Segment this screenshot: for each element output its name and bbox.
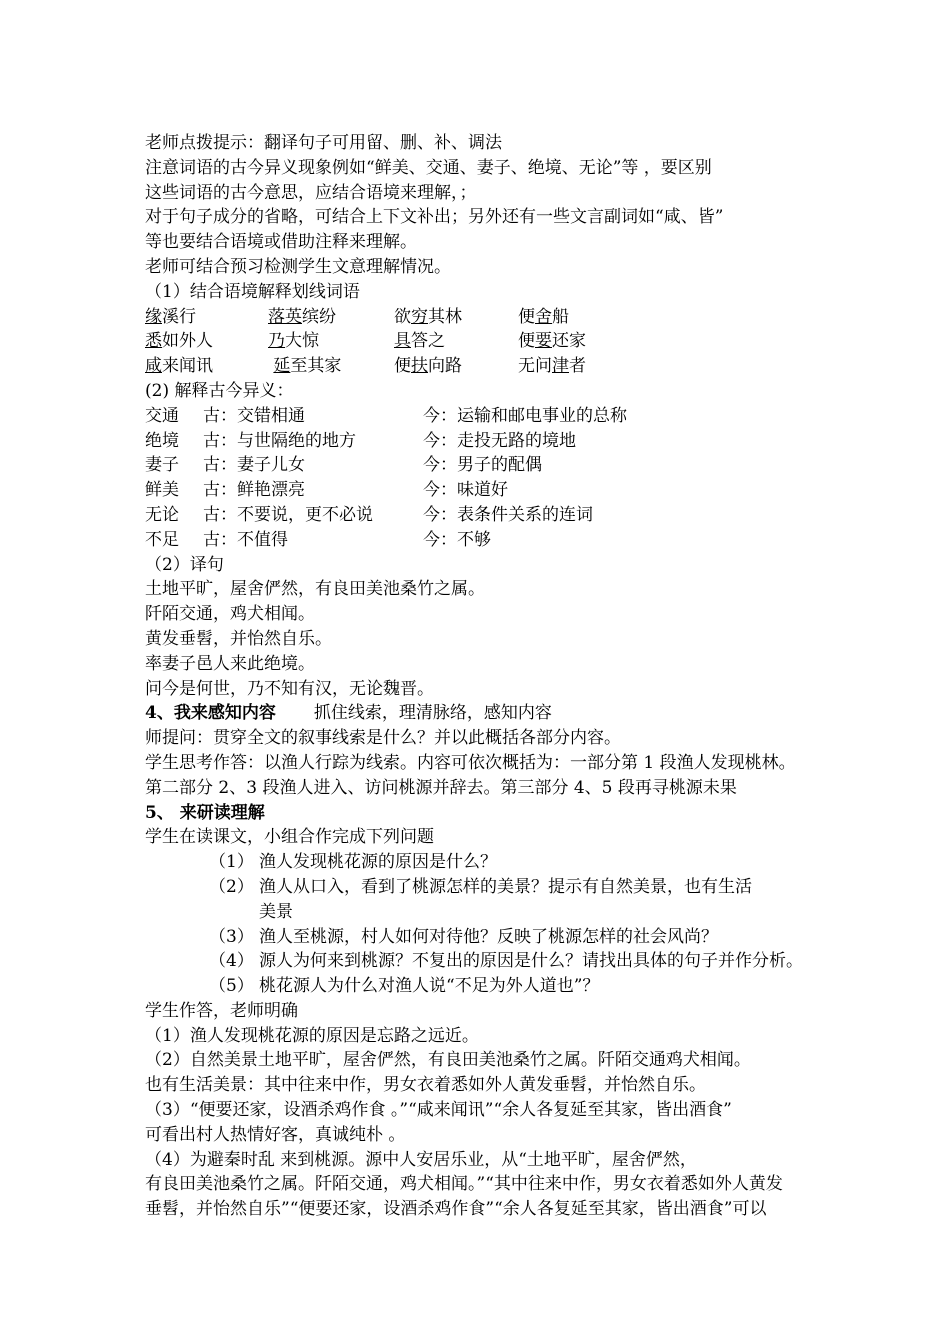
gujin-row: 妻子 古：妻子儿女 今：男子的配偶 — [145, 455, 542, 476]
vocab-cell: 具答之 — [394, 331, 445, 352]
vocab-cell: 延至其家 — [273, 356, 342, 377]
vocab-row — [145, 305, 920, 330]
vocab-row — [145, 354, 920, 379]
vocab-cell: 无问津者 — [518, 356, 586, 377]
gujin-title: (2) 解释古今异义： — [145, 380, 294, 401]
intro-line: 老师点拨提示：翻译句子可用留、删、补、调法 — [145, 133, 502, 153]
question-item: （3） 渔人至桃源，村人如何对待他？反映了桃源怎样的社会风尚？ — [209, 926, 718, 947]
section-4-heading: 4、我来感知内容 — [145, 703, 276, 724]
section-4-subtitle: 抓住线索，理清脉络，感知内容 — [313, 703, 552, 724]
intro-line: 等也要结合语境或借助注释来理解。 — [145, 232, 417, 253]
vocab-row — [145, 329, 920, 354]
answer-line: （2）自然美景土地平旷，屋舍俨然，有良田美池桑竹之属。阡陌交通鸡犬相闻。 — [145, 1050, 751, 1071]
answer-line: 有良田美池桑竹之属。阡陌交通，鸡犬相闻。”“其中往来中作，男女衣着悉如外人黄发 — [145, 1174, 783, 1195]
gujin-row: 不足 古：不值得 今：不够 — [145, 529, 491, 550]
answer-line: （1）渔人发现桃花源的原因是忘路之远近。 — [145, 1025, 479, 1046]
section-4-line: 师提问：贯穿全文的叙事线索是什么？并以此概括各部分内容。 — [145, 728, 621, 749]
intro-line: 这些词语的古今意思，应结合语境来理解，； — [145, 182, 477, 203]
question-item: （1） 渔人发现桃花源的原因是什么？ — [209, 852, 497, 873]
answer-line: （4）为避秦时乱 来到桃源。源中人安居乐业，从“土地平旷，屋舍俨然， — [145, 1149, 697, 1170]
intro-line: 注意词语的古今异义现象例如“鲜美、交通、妻子、绝境、无论”等 ，要区别 — [145, 157, 712, 178]
gujin-row: 绝境 古：与世隔绝的地方 今：走投无路的境地 — [145, 430, 576, 451]
vocab-cell: 悉如外人 — [145, 331, 213, 352]
translate-line: 黄发垂髫，并怡然自乐。 — [145, 628, 332, 649]
vocab-cell: 欲穷其林 — [394, 306, 462, 327]
section-5-heading: 5、 来研读理解 — [145, 802, 265, 823]
vocab-cell: 咸来闻讯 — [145, 356, 213, 377]
vocab-cell: 便要还家 — [518, 331, 586, 352]
vocab-cell: 便舍船 — [518, 306, 569, 327]
answer-line: 也有生活美景：其中往来中作，男女衣着悉如外人黄发垂髫，并怡然自乐。 — [145, 1075, 706, 1096]
vocab-cell: 落英缤纷 — [268, 306, 336, 327]
translate-title: （2）译句 — [145, 554, 224, 575]
translate-line: 土地平旷，屋舍俨然，有良田美池桑竹之属。 — [145, 579, 485, 600]
section-4-line: 学生思考作答：以渔人行踪为线索。内容可依次概括为：一部分第 1 段渔人发现桃林。 — [145, 752, 796, 773]
question-item: （2） 渔人从口入，看到了桃源怎样的美景？提示有自然美景，也有生活 — [209, 876, 752, 897]
gujin-row: 无论 古：不要说，更不必说 今：表条件关系的连词 — [145, 504, 593, 525]
vocab-cell: 缘溪行 — [145, 306, 196, 327]
answer-line: 垂髫，并怡然自乐”“便要还家，设酒杀鸡作食”“余人各复延至其家，皆出酒食”可以 — [145, 1199, 767, 1220]
answer-line: 可看出村人热情好客，真诚纯朴 。 — [145, 1124, 406, 1145]
section-4-heading-row — [145, 701, 920, 726]
answer-line: 学生作答，老师明确 — [145, 1000, 298, 1021]
vocab-title: （1）结合语境解释划线词语 — [145, 281, 360, 302]
section-4-line: 第二部分 2、3 段渔人进入、访问桃源并辞去。第三部分 4、5 段再寻桃源未果 — [145, 777, 737, 798]
gujin-row: 鲜美 古：鲜艳漂亮 今：味道好 — [145, 480, 508, 501]
answer-line: （3）“便要还家，设酒杀鸡作食 。”“咸来闻讯”“余人各复延至其家，皆出酒食” — [145, 1100, 732, 1121]
intro-line: 对于句子成分的省略，可结合上下文补出；另外还有一些文言副词如“咸、皆” — [145, 207, 724, 228]
translate-line: 阡陌交通，鸡犬相闻。 — [145, 604, 315, 625]
vocab-cell: 乃大惊 — [268, 331, 319, 352]
translate-line: 问今是何世，乃不知有汉，无论魏晋。 — [145, 678, 434, 699]
intro-line: 老师可结合预习检测学生文意理解情况。 — [145, 256, 451, 277]
question-item-continued: 美景 — [259, 901, 293, 922]
gujin-row: 交通 古：交错相通 今：运输和邮电事业的总称 — [145, 405, 627, 426]
question-item: （5） 桃花源人为什么对渔人说“不足为外人道也”？ — [209, 976, 600, 997]
question-item: （4） 源人为何来到桃源？不复出的原因是什么？请找出具体的句子并作分析。 — [209, 951, 803, 972]
vocab-cell: 便扶向路 — [394, 356, 462, 377]
section-5-lead: 学生在读课文，小组合作完成下列问题 — [145, 827, 434, 848]
document-body — [145, 131, 920, 1222]
translate-line: 率妻子邑人来此绝境。 — [145, 653, 315, 674]
